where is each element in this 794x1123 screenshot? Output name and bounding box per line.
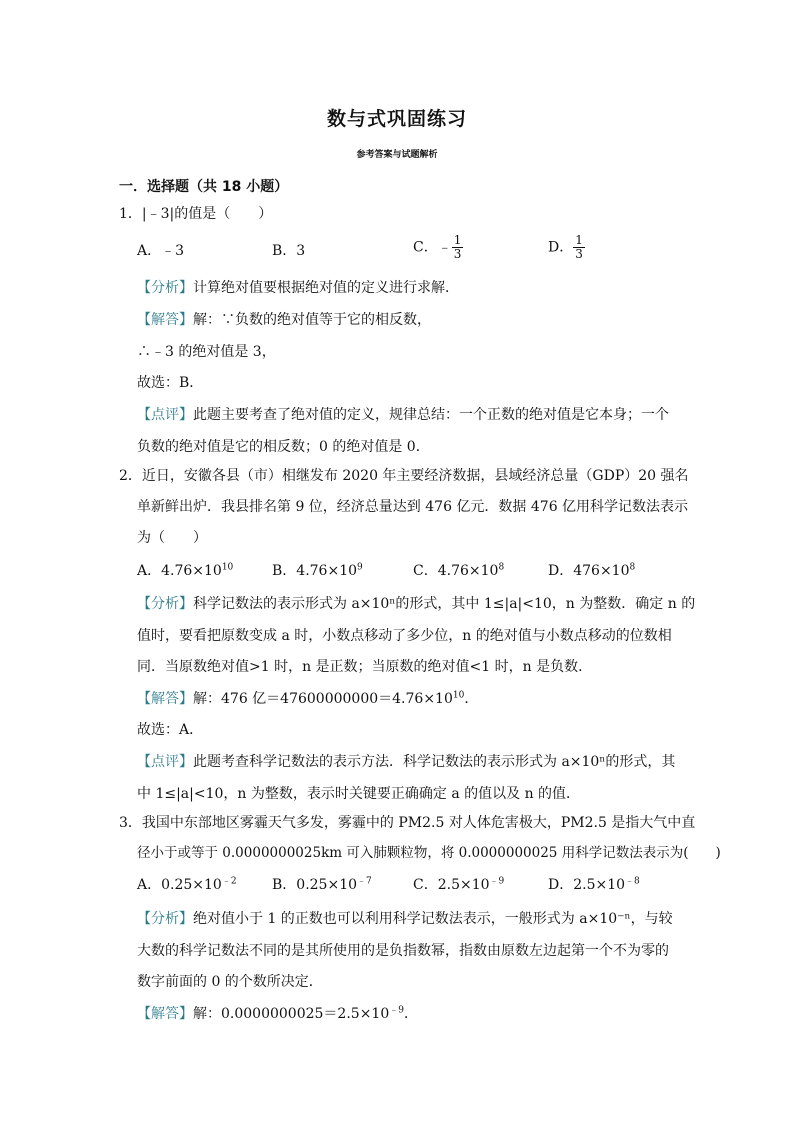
q3-analysis [137,909,673,929]
q2-option-c [413,561,504,581]
q3-option-c-base: C．2.5×10 [413,877,490,893]
q3-answer-end: ． [403,1006,418,1022]
q2-answer-tag: 【解答】 [137,691,193,707]
q3-option-b [272,875,372,895]
q3-analysis-line3: 数字前面的 0 的个数所决定． [137,974,323,990]
q2-option-b-base: B．4.76×10 [272,563,358,579]
q2-answer-text: 解：476 亿＝47600000000＝4.76×10 [193,691,453,707]
q2-stem-line1: 2．近日，安徽各县（市）相继发布 2020 年主要经济数据，县域经济总量（GDP）20 强名 [119,468,689,484]
q2-analysis-tag: 【分析】 [137,596,193,612]
q2-analysis-line2: 值时，要看把原数变成 a 时，小数点移动了多少位，n 的绝对值与小数点移动的位数相 [137,628,672,644]
q2-option-b [272,561,363,581]
q3-analysis-text: 绝对值小于 1 的正数也可以利用科学记数法表示，一般形式为 a×10⁻ⁿ，与较 [193,911,673,927]
q2-analysis-line3: 同．当原数绝对值>1 时，n 是正数；当原数的绝对值<1 时，n 是负数． [137,659,593,675]
q1-stem: 1．|﹣3|的值是（ ） [119,206,273,222]
q1-option-a: A．﹣3 [137,243,185,259]
q2-answer-end: ． [464,691,479,707]
q3-answer-exponent: ﹣9 [389,1005,404,1016]
q2-comment-text: 此题考查科学记数法的表示方法．科学记数法的表示形式为 a×10ⁿ的形式，其 [193,754,676,770]
q3-option-d [548,875,640,895]
q1-option-c-denominator: 3 [453,247,462,261]
q1-choice: 故选：B． [137,375,204,391]
q2-analysis-text: 科学记数法的表示形式为 a×10ⁿ的形式，其中 1≤|a|<10，n 为整数．确定 n 的 [193,596,696,612]
q2-option-a [137,561,233,581]
q1-comment-line2: 负数的绝对值是它的相反数；0 的绝对值是 0． [137,439,430,455]
q2-answer [137,689,478,709]
q1-option-c-numerator: 1 [453,233,462,247]
q2-comment-line2: 中 1≤|a|<10，n 为整数，表示时关键要正确确定 a 的值以及 n 的值． [137,786,581,802]
q1-comment-text: 此题主要考查了绝对值的定义，规律总结：一个正数的绝对值是它本身；一个 [193,407,669,423]
q3-stem-line2: 径小于或等于 0.0000000025km 可入肺颗粒物，将 0.0000000025 用科学记数法表示为( ) [137,845,721,861]
q3-option-d-base: D．2.5×10 [548,877,626,893]
q2-answer-exponent: 10 [452,690,465,701]
q1-answer-line2: ∴﹣3 的绝对值是 3， [137,344,276,360]
q2-option-b-exponent: 9 [357,562,363,573]
q3-analysis-line2: 大数的科学记数法不同的是其所使用的是负指数幂，指数由原数左边起第一个不为零的 [137,943,669,959]
q1-option-b: B．3 [272,243,306,259]
q2-choice: 故选：A． [137,722,204,738]
q3-stem-line1: 3．我国中东部地区雾霾天气多发，雾霾中的 PM2.5 对人体危害极大，PM2.5 是指大气中直 [119,815,696,831]
q1-comment [137,405,669,425]
q2-option-c-exponent: 8 [498,562,505,573]
q3-option-d-exponent: ﹣8 [625,876,640,887]
page-title: 数与式巩固练习 [326,108,467,130]
q1-option-d-label: D． [548,239,574,256]
q2-option-a-base: A．4.76×10 [137,563,222,579]
q3-analysis-tag: 【分析】 [137,911,193,927]
q3-option-a [137,875,237,895]
q2-comment-tag: 【点评】 [137,754,193,770]
q1-answer-tag: 【解答】 [137,312,193,328]
q2-option-d [548,561,635,581]
q2-stem-line3: 为（ ） [137,530,207,546]
q1-option-d-fraction [573,234,585,261]
q2-stem-line2: 单新鲜出炉．我县排名第 9 位，经济总量达到 476 亿元．数据 476 亿用科学记数法表示 [137,499,689,515]
q1-answer-text: 解：∵负数的绝对值等于它的相反数， [193,312,431,328]
q1-analysis-tag: 【分析】 [137,280,193,296]
q1-comment-tag: 【点评】 [137,407,193,423]
q3-option-c [413,875,504,895]
q2-option-d-base: D．476×10 [548,563,630,579]
q3-option-c-exponent: ﹣9 [489,876,505,887]
q1-option-c-fraction [452,234,464,261]
q1-answer [137,310,431,330]
q1-option-d [548,234,585,261]
q1-option-c [413,234,463,261]
q3-option-b-base: B．0.25×10 [272,877,358,893]
q3-answer-text: 解：0.0000000025＝2.5×10 [193,1006,390,1022]
q1-option-d-denominator: 3 [575,247,583,261]
q3-answer-tag: 【解答】 [137,1006,193,1022]
q2-analysis [137,594,695,614]
q2-option-d-exponent: 8 [629,562,636,573]
q1-analysis [137,278,459,298]
q3-option-b-exponent: ﹣7 [357,876,372,887]
q1-option-d-numerator: 1 [575,233,583,247]
page-subtitle: 参考答案与试题解析 [356,150,438,160]
q2-option-c-base: C．4.76×10 [413,563,499,579]
q3-answer [137,1004,418,1024]
q2-comment [137,752,675,772]
q3-option-a-exponent: ﹣2 [221,876,237,887]
q1-analysis-text: 计算绝对值要根据绝对值的定义进行求解． [193,280,459,296]
q2-option-a-exponent: 10 [221,562,234,573]
q1-option-c-label: C．﹣ [413,239,452,256]
q3-option-a-base: A．0.25×10 [137,877,222,893]
section-heading: 一．选择题（共 18 小题） [119,179,289,195]
